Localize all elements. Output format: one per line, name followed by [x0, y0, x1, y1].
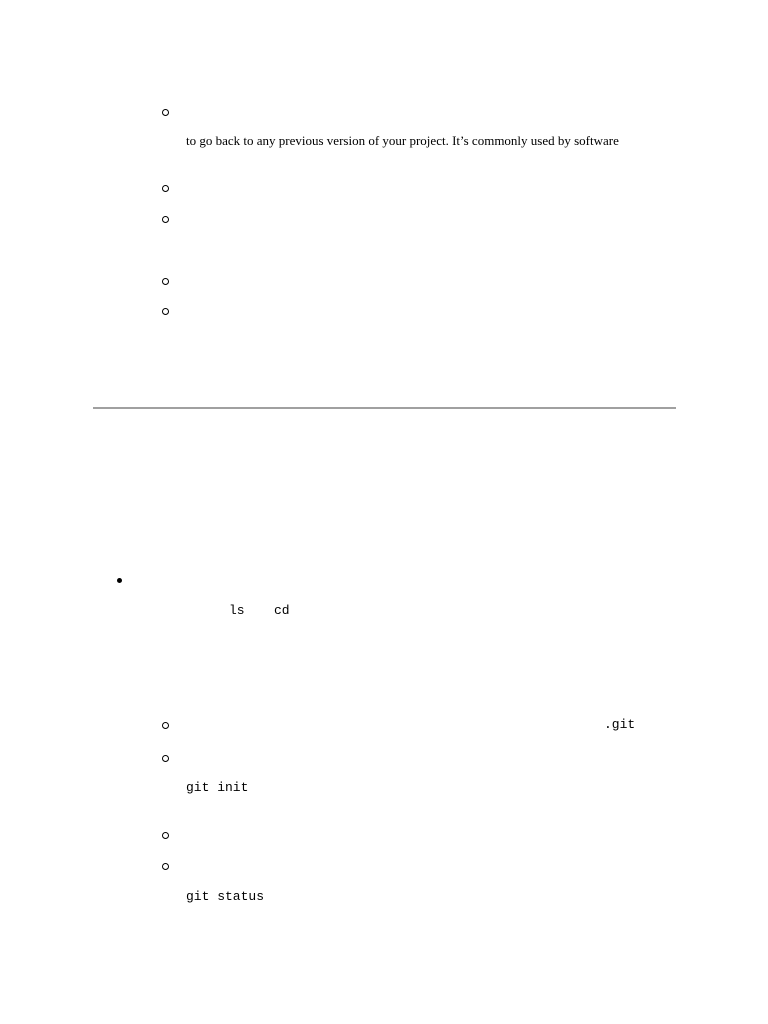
paragraph-text: to go back to any previous version of your project. It’s commonly used by software: [186, 133, 619, 148]
inline-code-ls: ls: [229, 603, 245, 618]
code-git-init: git init: [186, 780, 249, 795]
inline-code-git-folder: .git: [604, 717, 636, 732]
list-bullet-disc: [117, 578, 122, 583]
list-bullet-circle: [162, 755, 169, 762]
list-bullet-circle: [162, 278, 169, 285]
list-bullet-circle: [162, 109, 169, 116]
list-bullet-circle: [162, 722, 169, 729]
list-bullet-circle: [162, 185, 169, 192]
list-bullet-circle: [162, 832, 169, 839]
list-bullet-circle: [162, 308, 169, 315]
list-bullet-circle: [162, 863, 169, 870]
code-git-status: git status: [186, 889, 265, 904]
inline-code-cd: cd: [274, 603, 290, 618]
list-bullet-circle: [162, 216, 169, 223]
horizontal-divider: [93, 407, 676, 409]
